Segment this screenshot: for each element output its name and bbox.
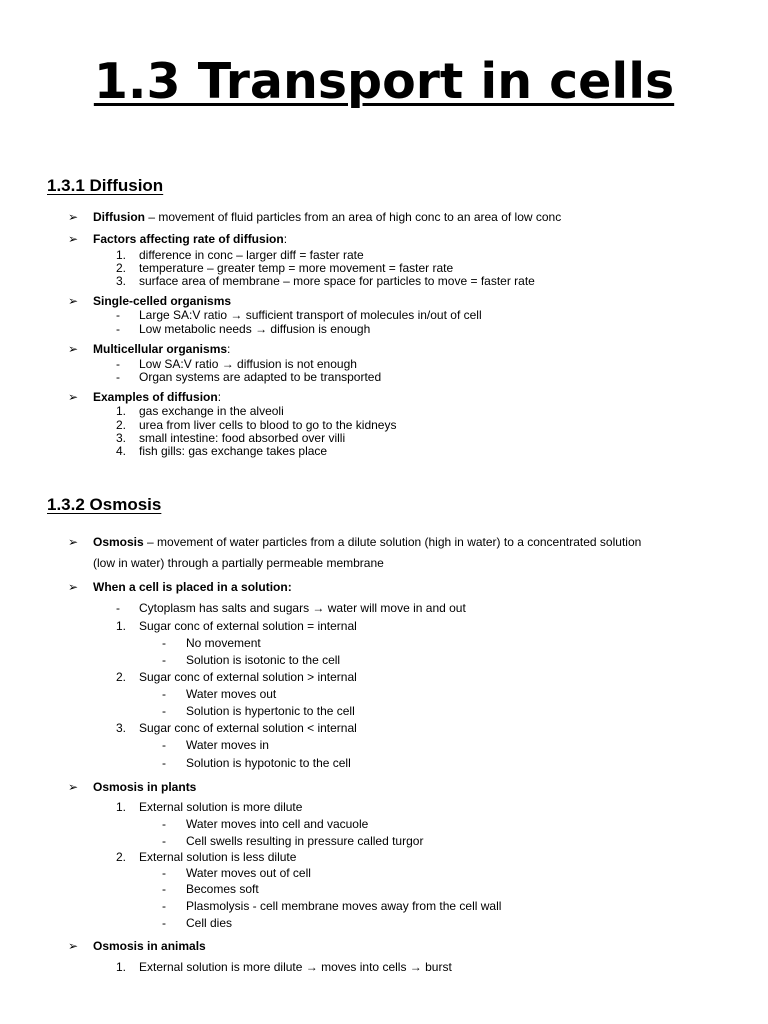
- bullet-icon: ➢: [68, 390, 79, 404]
- list-item: Sugar conc of external solution < internal: [139, 721, 357, 735]
- list-item: External solution is less dilute: [139, 850, 297, 864]
- dash-marker: -: [116, 370, 120, 384]
- section-heading-diffusion: 1.3.1 Diffusion: [47, 176, 164, 195]
- list-item: Low metabolic needs → diffusion is enough: [139, 322, 371, 336]
- bullet-icon: ➢: [68, 939, 79, 953]
- list-item: Water moves out of cell: [186, 866, 311, 880]
- list-item: Low SA:V ratio → diffusion is not enough: [139, 357, 357, 371]
- list-number: 1.: [116, 800, 127, 814]
- dash-marker: -: [162, 916, 166, 930]
- list-number: 4.: [116, 444, 127, 458]
- dash-marker: -: [162, 636, 166, 650]
- dash-marker: -: [162, 882, 166, 896]
- bullet-icon: ➢: [68, 210, 79, 224]
- list-item: Water moves out: [186, 687, 277, 701]
- list-item: Becomes soft: [186, 882, 259, 896]
- dash-marker: -: [162, 899, 166, 913]
- dash-marker: -: [162, 704, 166, 718]
- list-item: Water moves into cell and vacuole: [186, 817, 369, 831]
- list-item: Solution is hypertonic to the cell: [186, 704, 355, 718]
- list-item: External solution is more dilute → moves into cells → burst: [139, 960, 452, 974]
- list-item: Cytoplasm has salts and sugars → water will move in and out: [139, 601, 466, 615]
- list-item: difference in conc – larger diff = faster rate: [139, 248, 364, 262]
- list-item: External solution is more dilute: [139, 800, 303, 814]
- dash-marker: -: [162, 738, 166, 752]
- bullet-icon: ➢: [68, 580, 79, 594]
- examples-heading: Examples of diffusion:: [93, 390, 222, 404]
- cell-in-solution-heading: When a cell is placed in a solution:: [93, 580, 292, 594]
- list-item: Cell swells resulting in pressure called turgor: [186, 834, 424, 848]
- list-item: Cell dies: [186, 916, 233, 930]
- list-number: 1.: [116, 619, 127, 633]
- list-number: 1.: [116, 248, 127, 262]
- list-item: urea from liver cells to blood to go to the kidneys: [139, 418, 397, 432]
- dash-marker: -: [116, 357, 120, 371]
- diffusion-definition: Diffusion – movement of fluid particles from an area of high conc to an area of low conc: [93, 210, 562, 224]
- bullet-icon: ➢: [68, 780, 79, 794]
- bullet-icon: ➢: [68, 232, 79, 246]
- dash-marker: -: [116, 601, 120, 615]
- osmosis-plants-heading: Osmosis in plants: [93, 780, 197, 794]
- dash-marker: -: [162, 866, 166, 880]
- list-item: gas exchange in the alveoli: [139, 404, 284, 418]
- list-item: fish gills: gas exchange takes place: [139, 444, 328, 458]
- dash-marker: -: [116, 322, 120, 336]
- list-number: 1.: [116, 404, 127, 418]
- dash-marker: -: [162, 653, 166, 667]
- list-number: 2.: [116, 418, 127, 432]
- list-item: small intestine: food absorbed over villi: [139, 431, 346, 445]
- list-item: Solution is isotonic to the cell: [186, 653, 341, 667]
- dash-marker: -: [162, 756, 166, 770]
- list-number: 3.: [116, 274, 127, 288]
- section-heading-osmosis: 1.3.2 Osmosis: [47, 495, 162, 514]
- list-item: Large SA:V ratio → sufficient transport of molecules in/out of cell: [139, 308, 482, 322]
- bullet-icon: ➢: [68, 535, 79, 549]
- list-item: Sugar conc of external solution = internal: [139, 619, 357, 633]
- list-number: 2.: [116, 261, 127, 275]
- dash-marker: -: [162, 817, 166, 831]
- factors-heading: Factors affecting rate of diffusion:: [93, 232, 288, 246]
- list-number: 3.: [116, 431, 127, 445]
- dash-marker: -: [162, 687, 166, 701]
- list-number: 3.: [116, 721, 127, 735]
- list-item: temperature – greater temp = more movement = faster rate: [139, 261, 454, 275]
- page-title: 1.3 Transport in cells: [93, 53, 675, 110]
- list-item: Plasmolysis - cell membrane moves away from the cell wall: [186, 899, 502, 913]
- list-item: Water moves in: [186, 738, 269, 752]
- list-number: 2.: [116, 670, 127, 684]
- dash-marker: -: [116, 308, 120, 322]
- list-item: Organ systems are adapted to be transported: [139, 370, 382, 384]
- bullet-icon: ➢: [68, 342, 79, 356]
- dash-marker: -: [162, 834, 166, 848]
- list-item: surface area of membrane – more space for particles to move = faster rate: [139, 274, 535, 288]
- list-number: 2.: [116, 850, 127, 864]
- list-item: No movement: [186, 636, 261, 650]
- list-item: Sugar conc of external solution > internal: [139, 670, 357, 684]
- bullet-icon: ➢: [68, 294, 79, 308]
- single-celled-heading: Single-celled organisms: [93, 294, 232, 308]
- multicellular-heading: Multicellular organisms:: [93, 342, 231, 356]
- osmosis-animals-heading: Osmosis in animals: [93, 939, 206, 953]
- osmosis-definition-continued: (low in water) through a partially permeable membrane: [93, 556, 384, 570]
- list-number: 1.: [116, 960, 127, 974]
- list-item: Solution is hypotonic to the cell: [186, 756, 351, 770]
- osmosis-definition: Osmosis – movement of water particles from a dilute solution (high in water) to a concentrated solution: [93, 535, 642, 549]
